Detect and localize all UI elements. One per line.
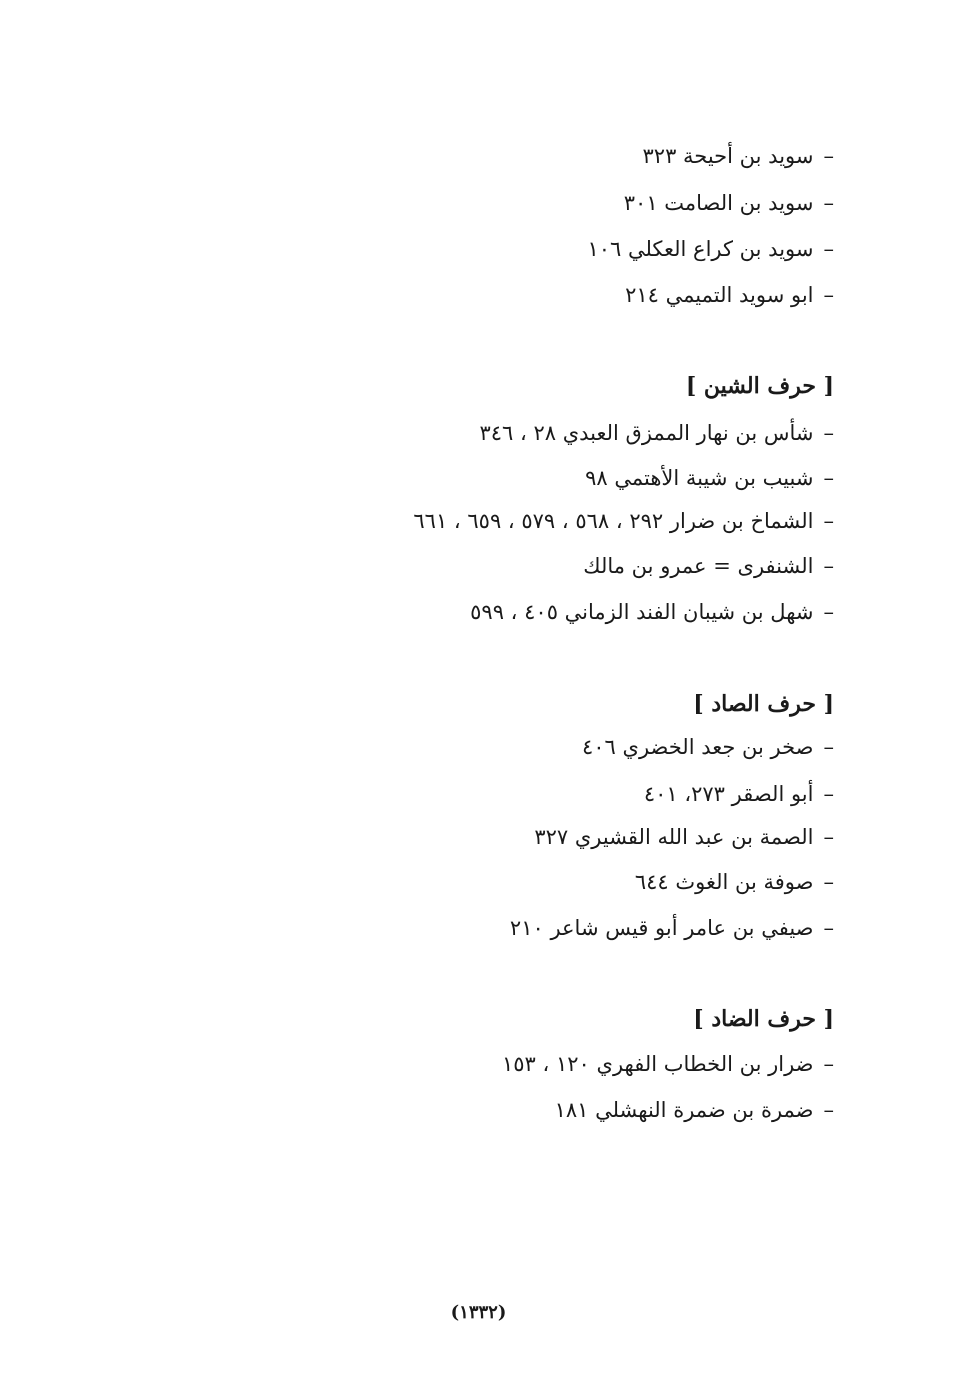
entry-dash: –	[823, 1052, 834, 1076]
entry-dash: –	[823, 600, 834, 624]
entry-text: الصمة بن عبد الله القشيري ٣٢٧	[534, 825, 814, 849]
entry-dash: –	[823, 509, 834, 533]
entry-text: شأس بن نهار الممزق العبدي ٢٨ ، ٣٤٦	[479, 421, 814, 445]
entry-text: الشماخ بن ضرار ٢٩٢ ، ٥٦٨ ، ٥٧٩ ، ٦٥٩ ، ٦٦١	[413, 509, 814, 533]
entry-dash: –	[823, 283, 834, 307]
index-entry	[582, 733, 834, 761]
index-entry	[583, 552, 834, 580]
index-entry	[413, 507, 834, 535]
entry-dash: –	[823, 825, 834, 849]
entry-text: أبو الصقر ٢٧٣، ٤٠١	[643, 782, 814, 806]
entry-text: صيفي بن عامر أبو قيس شاعر ٢١٠	[509, 916, 814, 940]
entry-text: سويد بن أحيحة ٣٢٣	[642, 144, 814, 168]
entry-text: صوفة بن الغوث ٦٤٤	[634, 870, 814, 894]
section-heading-dad: [ حرف الضاد ]	[693, 1006, 834, 1032]
entry-dash: –	[823, 870, 834, 894]
index-entry	[555, 1096, 834, 1124]
index-entry	[585, 464, 834, 492]
entry-text: شبيب بن شيبة الأهتمي ٩٨	[585, 466, 814, 490]
index-entry	[635, 868, 834, 896]
entry-dash: –	[823, 1098, 834, 1122]
entry-text: سويد بن الصامت ٣٠١	[623, 191, 814, 215]
index-entry	[587, 235, 834, 263]
entry-dash: –	[823, 237, 834, 261]
entry-dash: –	[823, 554, 834, 578]
index-entry	[624, 189, 834, 217]
entry-dash: –	[823, 191, 834, 215]
index-entry	[502, 1050, 834, 1078]
index-entry	[479, 419, 834, 447]
section-heading-sad: [ حرف الصاد ]	[693, 691, 834, 717]
index-entry	[643, 142, 834, 170]
entry-text: ابو سويد التميمي ٢١٤	[625, 283, 814, 307]
entry-text: شهل بن شيبان الفند الزماني ٤٠٥ ، ٥٩٩	[470, 600, 814, 624]
entry-dash: –	[823, 421, 834, 445]
index-entry	[510, 914, 834, 942]
entry-text: صخر بن جعد الخضري ٤٠٦	[581, 735, 814, 759]
index-entry	[470, 598, 834, 626]
page-number: (١٣٣٢)	[450, 1302, 507, 1323]
entry-text: ضمرة بن ضمرة النهشلي ١٨١	[554, 1098, 814, 1122]
index-entry	[644, 780, 834, 808]
entry-dash: –	[823, 782, 834, 806]
entry-dash: –	[823, 466, 834, 490]
entry-text: ضرار بن الخطاب الفهري ١٢٠ ، ١٥٣	[502, 1052, 814, 1076]
entry-dash: –	[823, 144, 834, 168]
entry-text: سويد بن كراع العكلي ١٠٦	[587, 237, 814, 261]
entry-text: الشنفرى = عمرو بن مالك	[583, 554, 814, 578]
index-entry	[625, 281, 834, 309]
index-entry	[534, 823, 834, 851]
entry-dash: –	[823, 735, 834, 759]
entry-dash: –	[823, 916, 834, 940]
section-heading-sheen: [ حرف الشين ]	[685, 373, 834, 399]
